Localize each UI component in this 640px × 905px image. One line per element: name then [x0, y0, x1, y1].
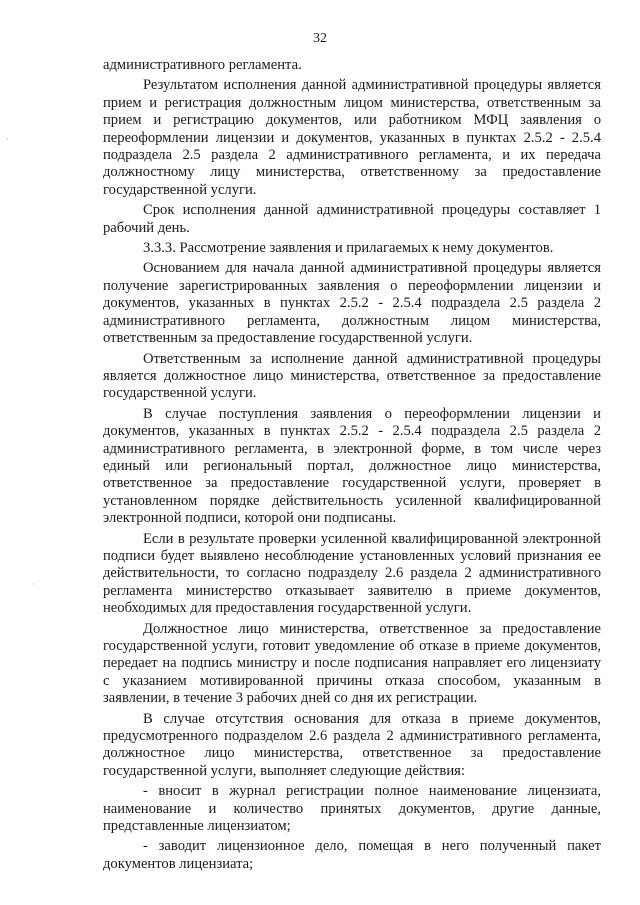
paragraph: административного регламента. [103, 57, 302, 73]
page-number: 32 [313, 31, 327, 46]
paragraph: Срок исполнения данной административной процедуры составляет 1 рабочий день. [103, 202, 601, 236]
paragraph: Ответственным за исполнение данной административной процедуры является должностное лицо министерства, ответственное за предоставление государственной услуги. [103, 350, 601, 402]
paragraph: Если в результате проверки усиленной квалифицированной электронной подписи будет выявлено несоблюдение установленных условий признания ее действительности, то согласно подразделу 2.6 раздела 2 административного регламента министерство отказывает заявителю в приеме документов, необходимых для предоставления государственной услуги. [103, 530, 601, 617]
scan-mark: · [33, 580, 36, 589]
scan-mark: · [6, 135, 9, 144]
paragraph: Результатом исполнения данной административной процедуры является прием и регистрация должностным лицом министерства, ответственным за прием и регистрацию документов, или работником МФЦ заявления о переоформлении лицензии и документов, указанных в пунктах 2.5.2 - 2.5.4 подраздела 2.5 раздела 2 административного регламента, и их передача должностному лицу министерства, ответственному за предоставление государственной услуги. [103, 77, 601, 198]
paragraph: - вносит в журнал регистрации полное наименование лицензиата, наименование и количество принятых документов, другие данные, представленные лицензиатом; [103, 783, 601, 835]
document-body [103, 57, 601, 876]
paragraph: Должностное лицо министерства, ответственное за предоставление государственной услуги, готовит уведомление об отказе в приеме документов, передает на подпись министру и после подписания направляет его лицензиату с указанием мотивированной причины отказа способом, указанным в заявлении, в течение 3 рабочих дней со дня их регистрации. [103, 620, 601, 707]
paragraph: 3.3.3. Рассмотрение заявления и прилагаемых к нему документов. [143, 240, 554, 257]
paragraph: Основанием для начала данной административной процедуры является получение зарегистрированных заявления о переоформлении лицензии и документов, указанных в пунктах 2.5.2 - 2.5.4 подраздела 2.5 раздела 2 административного регламента, должностным лицом министерства, ответственным за предоставление государственной услуги. [103, 260, 601, 347]
paragraph: В случае поступления заявления о переоформлении лицензии и документов, указанных в пунктах 2.5.2 - 2.5.4 подраздела 2.5 раздела 2 административного регламента, в электронной форме, в том числе через единый или региональный портал, должностное лицо министерства, ответственное за предоставление государственной услуги, проверяет в установленном порядке действительность усиленной квалифицированной электронной подписи, которой они подписаны. [103, 405, 601, 527]
paragraph: - заводит лицензионное дело, помещая в него полученный пакет документов лицензиата; [103, 838, 601, 872]
paragraph: В случае отсутствия основания для отказа в приеме документов, предусмотренного подразделом 2.6 раздела 2 административного регламента, должностное лицо министерства, ответственное за предоставление государственной услуги, выполняет следующие действия: [103, 710, 601, 779]
